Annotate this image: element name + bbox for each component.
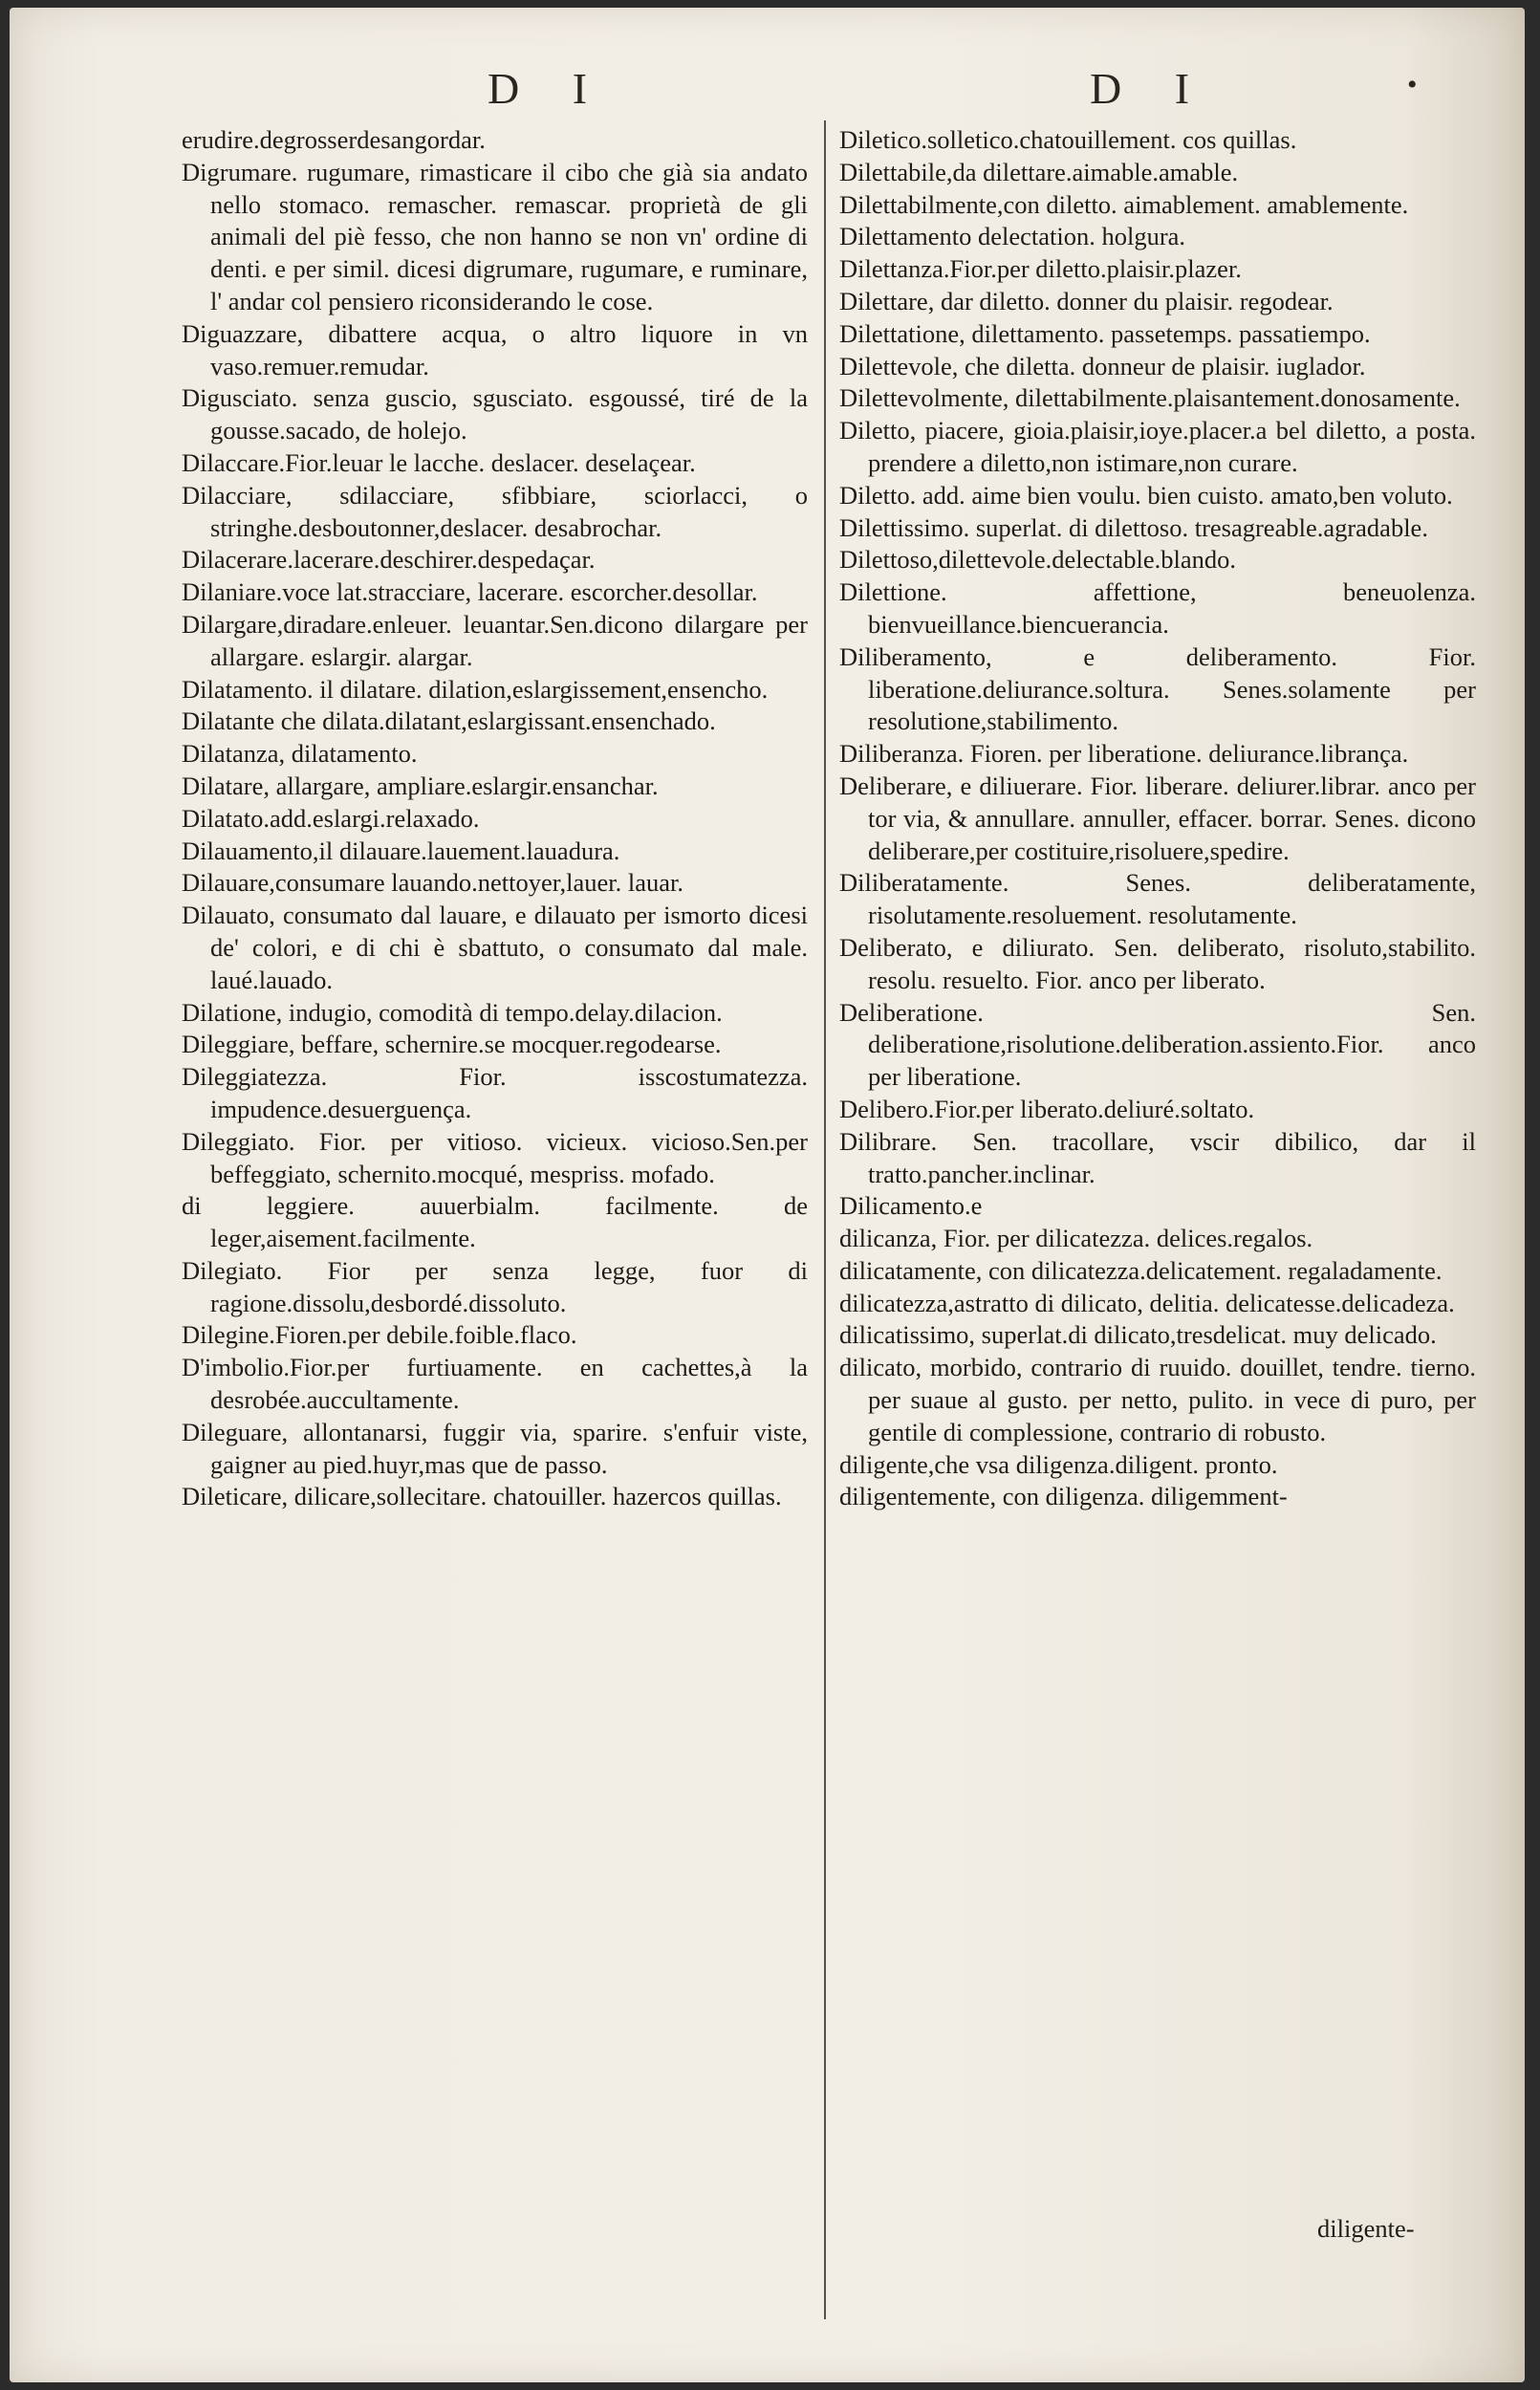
dictionary-entry: Dilatare, allargare, ampliare.eslargir.ensanchar.: [182, 771, 659, 800]
dictionary-entry: Dilaccare.Fior.leuar le lacche. deslacer. deselaçear.: [182, 447, 696, 477]
dictionary-entry: Dilettanza.Fior.per diletto.plaisir.plazer.: [839, 254, 1242, 284]
dictionary-entry: Dilettamento delectation. holgura.: [839, 222, 1186, 251]
dictionary-entry: dilicatezza,astratto di dilicato, delitia. delicatesse.delicadeza.: [839, 1288, 1455, 1317]
dictionary-entry: Deliberatione. Sen. deliberatione,risolutione.deliberation.assiento.Fior. anco per liberatione.: [839, 997, 1476, 1092]
column-rule: [824, 120, 826, 2319]
dictionary-entry: Dilatamento. il dilatare. dilation,eslargissement,ensencho.: [182, 674, 769, 704]
dictionary-entry: Dilauato, consumato dal lauare, e dilauato per ismorto dicesi de' colori, e di chi è sbattuto, o consumato dal male. laué.lauado.: [182, 901, 808, 994]
left-column: [182, 124, 808, 1513]
dictionary-entry: Delibero.Fior.per liberato.deliuré.soltato.: [839, 1094, 1255, 1123]
dictionary-entry: Dilauare,consumare lauando.nettoyer,lauer. lauar.: [182, 868, 684, 898]
dictionary-entry: Dileguare, allontanarsi, fuggir via, sparire. s'enfuir viste, gaigner au pied.huyr,mas que de passo.: [182, 1417, 808, 1479]
running-header: [10, 63, 1525, 120]
dictionary-entry: diligente,che vsa diligenza.diligent. pronto.: [839, 1449, 1278, 1479]
dictionary-entry: Dileggiare, beffare, schernire.se mocquer.regodearse.: [182, 1030, 722, 1059]
dictionary-entry: Digrumare. rugumare, rimasticare il cibo che già sia andato nello stomaco. remascher. remascar. proprietà de gli animali del piè fesso, che non hanno se non vn' ordine di denti. e per simil. dicesi digrumare, rugumare, e ruminare, l' andar col pensiero riconsiderando le cose.: [182, 157, 808, 315]
right-running-head: D I: [1090, 64, 1211, 113]
dictionary-entry: Dilatante che dilata.dilatant,eslargissant.ensenchado.: [182, 706, 716, 736]
dictionary-entry: Dilettare, dar diletto. donner du plaisir. regodear.: [839, 286, 1334, 315]
dictionary-entry: Dilettevole, che diletta. donneur de plaisir. iuglador.: [839, 351, 1366, 380]
catchword: diligente-: [1317, 2214, 1415, 2243]
dictionary-entry: Dilettione. affettione, beneuolenza. bienvueillance.biencuerancia.: [839, 577, 1476, 639]
dictionary-entry: diligentemente, con diligenza. diligemment-: [839, 1482, 1288, 1511]
dictionary-entry: Diliberatamente. Senes. deliberatamente, risolutamente.resoluement. resolutamente.: [839, 868, 1476, 930]
dictionary-entry: dilicanza, Fior. per dilicatezza. delices.regalos.: [839, 1224, 1313, 1253]
dictionary-entry: Dilibrare. Sen. tracollare, vscir dibilico, dar il tratto.pancher.inclinar.: [839, 1126, 1476, 1188]
dictionary-entry: Diletto. add. aime bien voulu. bien cuisto. amato,ben voluto.: [839, 480, 1453, 510]
dictionary-entry: Dilacciare, sdilacciare, sfibbiare, sciorlacci, o stringhe.desboutonner,deslacer. desabrochar.: [182, 480, 808, 542]
dictionary-entry: Dilettatione, dilettamento. passetemps. passatiempo.: [839, 318, 1371, 348]
dictionary-entry: Dilauamento,il dilauare.lauement.lauadura.: [182, 836, 620, 865]
dictionary-entry: Diletto, piacere, gioia.plaisir,ioye.placer.a bel diletto, a posta. prendere a diletto,non istimare,non curare.: [839, 416, 1476, 477]
dictionary-entry: Dilargare,diradare.enleuer. leuantar.Sen.dicono dilargare per allargare. eslargir. alargar.: [182, 609, 808, 671]
dictionary-entry: Dilacerare.lacerare.deschirer.despedaçar.: [182, 545, 596, 575]
dictionary-entry: Dilettevolmente, dilettabilmente.plaisantement.donosamente.: [839, 383, 1461, 413]
dictionary-entry: Dilatione, indugio, comodità di tempo.delay.dilacion.: [182, 997, 723, 1027]
dictionary-entry: Dilettissimo. superlat. di dilettoso. tresagreable.agradable.: [839, 512, 1428, 542]
right-column: [839, 124, 1476, 1513]
left-running-head: D I: [488, 64, 609, 113]
dictionary-entry: Deliberato, e diliurato. Sen. deliberato, risoluto,stabilito. resolu. resuelto. Fior. anco per liberato.: [839, 932, 1476, 994]
dictionary-entry: Diguazzare, dibattere acqua, o altro liquore in vn vaso.remuer.remudar.: [182, 318, 808, 380]
dictionary-entry: dilicatamente, con dilicatezza.delicatement. regaladamente.: [839, 1255, 1442, 1285]
dictionary-entry: Dilegine.Fioren.per debile.foible.flaco.: [182, 1320, 577, 1350]
dictionary-entry: Digusciato. senza guscio, sgusciato. esgoussé, tiré de la gousse.sacado, de holejo.: [182, 383, 808, 445]
dictionary-entry: Diliberanza. Fioren. per liberatione. deliurance.librança.: [839, 739, 1409, 769]
dictionary-entry: dilicatissimo, superlat.di dilicato,tresdelicat. muy delicado.: [839, 1320, 1437, 1350]
ornament-mark: •: [1407, 69, 1418, 100]
dictionary-entry: Dileggiatezza. Fior. isscostumatezza. impudence.desuerguença.: [182, 1062, 808, 1123]
dictionary-entry: Dilettabilmente,con diletto. aimablement. amablemente.: [839, 189, 1409, 219]
dictionary-entry: Dileticare, dilicare,sollecitare. chatouiller. hazercos quillas.: [182, 1482, 782, 1511]
dictionary-entry: D'imbolio.Fior.per furtiuamente. en cachettes,à la desrobée.auccultamente.: [182, 1353, 808, 1415]
dictionary-entry: Dileggiato. Fior. per vitioso. vicieux. vicioso.Sen.per beffeggiato, schernito.mocqué, mespriss. mofado.: [182, 1126, 808, 1188]
dictionary-entry: Diliberamento, e deliberamento. Fior. liberatione.deliurance.soltura. Senes.solamente per resolutione,stabilimento.: [839, 641, 1476, 736]
dictionary-entry: erudire.degrosserdesangordar.: [182, 125, 486, 154]
dictionary-entry: Dilatato.add.eslargi.relaxado.: [182, 803, 480, 833]
dictionary-entry: Dilettabile,da dilettare.aimable.amable.: [839, 157, 1239, 186]
dictionary-entry: Dilettoso,dilettevole.delectable.blando.: [839, 545, 1237, 575]
dictionary-entry: dilicato, morbido, contrario di ruuido. douillet, tendre. tierno. per suaue al gusto. per netto, pulito. in vece di puro, per gentile di complessione, contrario di robusto.: [839, 1353, 1476, 1446]
dictionary-entry: Dilegiato. Fior per senza legge, fuor di ragione.dissolu,desbordé.dissoluto.: [182, 1255, 808, 1317]
dictionary-entry: di leggiere. auuerbialm. facilmente. de leger,aisement.facilmente.: [182, 1191, 808, 1253]
dictionary-entry: Dilaniare.voce lat.stracciare, lacerare. escorcher.desollar.: [182, 577, 758, 607]
dictionary-entry: Dilicamento.e: [839, 1191, 983, 1221]
dictionary-entry: Dilatanza, dilatamento.: [182, 739, 418, 769]
book-page: [10, 8, 1525, 2382]
dictionary-entry: Diletico.solletico.chatouillement. cos quillas.: [839, 125, 1297, 154]
dictionary-entry: Deliberare, e diliuerare. Fior. liberare. deliurer.librar. anco per tor via, & annullare. annuller, effacer. borrar. Senes. dicono deliberare,per costituire,risoluere,spedire.: [839, 771, 1476, 865]
